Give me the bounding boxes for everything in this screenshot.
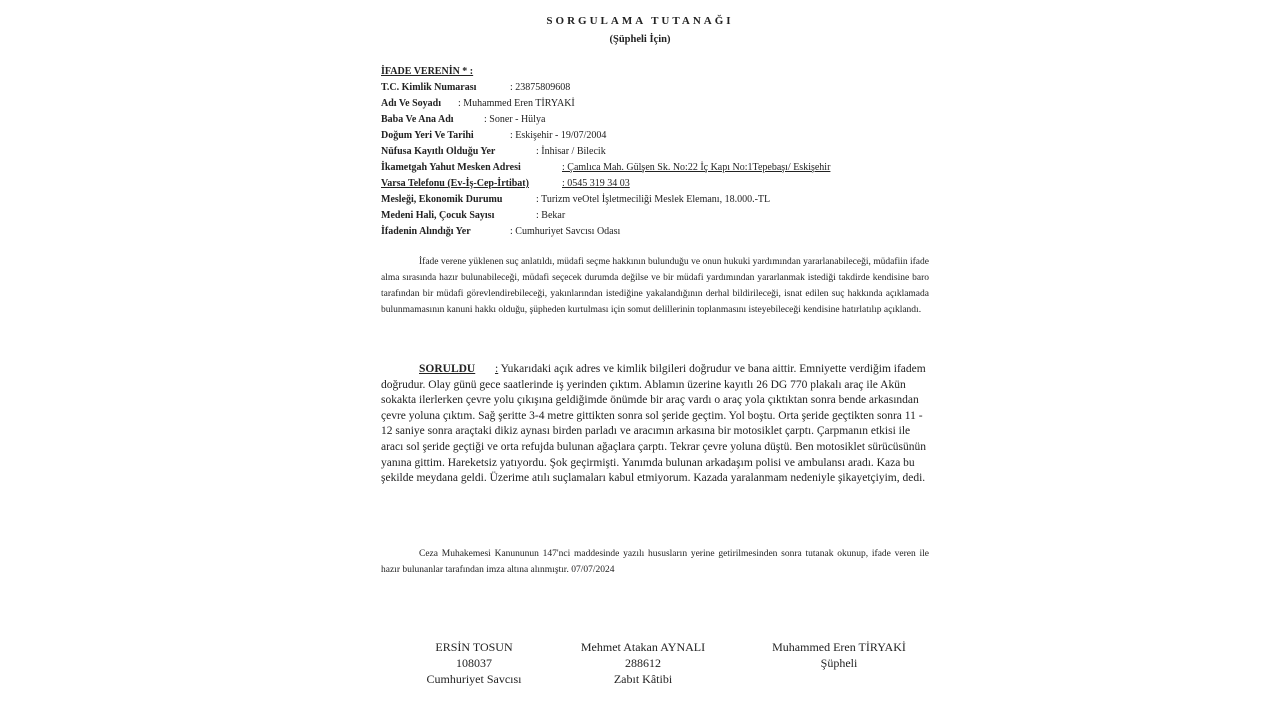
field-value-registry: : İnhisar / Bilecik [536,146,606,157]
signatory-number: 288612 [625,656,661,670]
field-value-birth: : Eskişehir - 19/07/2004 [510,130,607,141]
signature-block-suspect [739,639,939,671]
question-label: SORULDU [419,363,476,375]
signatory-number: 108037 [456,656,492,670]
signatory-name: ERSİN TOSUN [435,640,513,654]
document-subtitle: (Şüpheli İçin) [609,34,671,45]
field-value-address: : Çamlıca Mah. Gülşen Sk. No:22 İç Kapı No:1Tepebaşı/ Eskişehir [562,162,831,173]
field-label-location: İfadenin Alındığı Yer [381,226,471,237]
field-label-phone: Varsa Telefonu (Ev-İş-Cep-İrtibat) [381,178,529,189]
signatory-name: Muhammed Eren TİRYAKİ [772,640,906,654]
signatory-name: Mehmet Atakan AYNALI [580,640,706,654]
field-value-occupation: : Turizm veOtel İşletmeciliği Meslek Elemanı, 18.000.-TL [536,194,771,205]
field-value-location: : Cumhuriyet Savcısı Odası [510,226,621,237]
question-colon: : [495,363,499,375]
field-value-marital: : Bekar [536,210,566,221]
field-label-registry: Nüfusa Kayıtlı Olduğu Yer [381,146,496,157]
document-title: SORGULAMA TUTANAĞI [546,15,734,27]
field-label-occupation: Mesleği, Ekonomik Durumu [381,194,503,205]
field-label-name: Adı Ve Soyadı [381,98,442,109]
field-value-tc-id: : 23875809608 [510,82,571,93]
statement-paragraph [381,362,929,487]
field-value-parents: : Soner - Hülya [484,114,546,125]
signature-block-clerk [543,639,743,687]
signatory-role: Şüpheli [820,656,858,670]
signatory-role: Zabıt Kâtibi [613,672,673,686]
field-label-marital: Medeni Hali, Çocuk Sayısı [381,210,495,221]
signatory-role: Cumhuriyet Savcısı [426,672,522,686]
field-value-name: : Muhammed Eren TİRYAKİ [458,98,575,109]
interrogation-record-page [337,0,943,720]
statement-text: Yukarıdaki açık adres ve kimlik bilgileri doğrudur ve bana aittir. Emniyette verdiğim ifadem doğrudur. Olay günü gece saatlerinde iş yerinden çıktım. Ablamın üzerine kayıtlı 26 DG 770 plakalı araç ile Akün sokakta ilerlerken çevre yolu çıkışına geldiğimde önümde bir araç vardı o araç yola çıktıktan sonra bende arkasından çevre yoluna çıktım. Sağ şeritte 3-4 metre gittikten sonra sol şeride geçtim. Yol boştu. Orta şeride geçtikten sonra 11 - 12 saniye sonra araçtaki dikiz aynası birden parladı ve aracımın arkasına bir motosiklet çarptı. Çarpmanın etkisi ile aracı sol şeride geçtiği ve orta refujda bulunan ağaçlara çarptı. Tekrar çevre yoluna düştü. Ben motosiklet sürücüsünün yanına gittim. Hareketsiz yatıyordu. Şok geçirmişti. Yanımda bulunan arkadaşım polisi ve ambulansı aradı. Kaza bu şekilde meydana geldi. Üzerime atılı suçlamaları kabul etmiyorum. Kazada yaralanmam nedeniyle şikayetçiyim, dedi. [381,363,927,485]
closing-paragraph: Ceza Muhakemesi Kanununun 147'nci maddesinde yazılı hususların yerine getirilmesinden sonra tutanak okunup, ifade veren ile hazır bulunanlar tarafından imza altına alınmıştır. 07/07/2024 [381,549,929,575]
field-label-address: İkametgah Yahut Mesken Adresi [381,162,521,173]
field-value-phone: : 0545 319 34 03 [562,178,630,189]
field-label-tc-id: T.C. Kimlik Numarası [381,82,477,93]
field-label-birth: Doğum Yeri Ve Tarihi [381,130,474,141]
rights-paragraph: İfade verene yüklenen suç anlatıldı, müdafi seçme hakkının bulunduğu ve onun hukuki yardımından yararlanabileceği, müdafiin ifade alma sırasında hazır bulunabileceği, müdafi seçecek durumda değilse ve bir müdafi yardımından yararlanmak istediği takdirde kendisine baro tarafından bir müdafi görevlendirebileceği, yakınlarından istediğine yakalandığının derhal bildirileceği, isnat edilen suç hakkında açıklamada bulunmamasının kanuni hakkı olduğu, şüpheden kurtulması için somut delillerinin toplanmasını isteyebileceği kendisine hatırlatılıp açıklandı. [381,257,929,315]
section-header: İFADE VERENİN * : [381,66,474,77]
field-label-parents: Baba Ve Ana Adı [381,114,454,125]
